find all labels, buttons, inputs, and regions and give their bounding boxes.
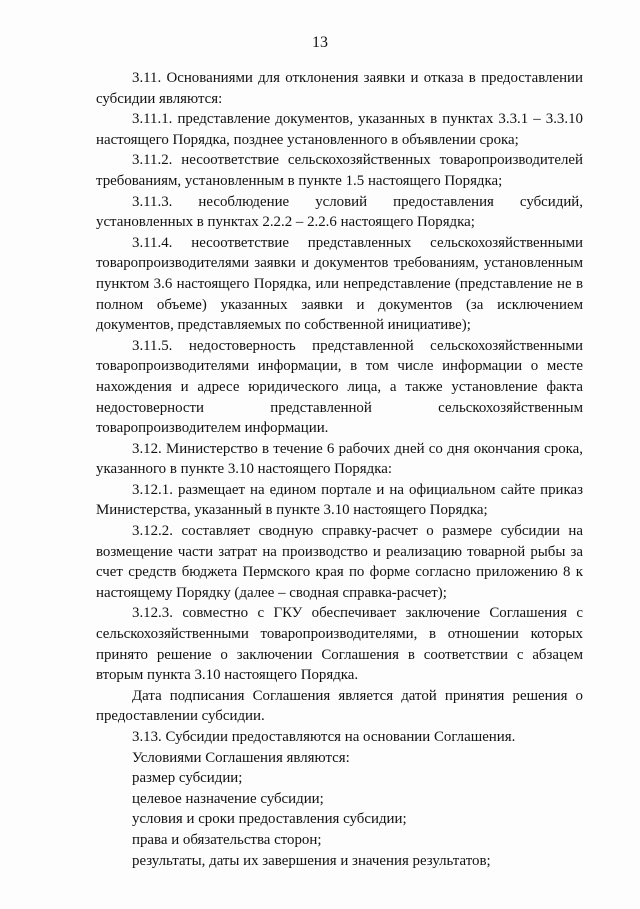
paragraph-3-11-4: 3.11.4. несоответствие представленных сельскохозяйственными товаропроизводителями заявки и документов требованиям, установленным пунктом 3.6 настоящего Порядка, или непредставление (представление не в полном объеме) указанных заявки и документов (за исключением документов, представляемых по собственной инициативе); [96, 234, 583, 334]
paragraph-3-12: 3.12. Министерство в течение 6 рабочих дней со дня окончания срока, указанного в пункте 3.10 настоящего Порядка: [96, 440, 583, 478]
paragraph-3-12-1: 3.12.1. размещает на едином портале и на официальном сайте приказ Министерства, указанный в пункте 3.10 настоящего Порядка; [96, 481, 583, 519]
paragraph-conditions-intro: Условиями Соглашения являются: [132, 749, 350, 766]
paragraph-3-11-5: 3.11.5. недостоверность представленной сельскохозяйственными товаропроизводителями информации, в том числе информации о месте нахождения и адресе юридического лица, а также установление факта недостоверности представленной сельскохозяйственным товаропроизводителем информации. [96, 337, 583, 437]
paragraph-3-11-3: 3.11.3. несоблюдение условий предоставления субсидий, установленных в пунктах 2.2.2 – 2.2.6 настоящего Порядка; [96, 193, 583, 231]
paragraph-3-12-3: 3.12.3. совместно с ГКУ обеспечивает заключение Соглашения с сельскохозяйственными товаропроизводителями, в отношении которых принято решение о заключении Соглашения в соответствии с абзацем вторым пункта 3.10 настоящего Порядка. [96, 605, 583, 684]
paragraph-signing-date: Дата подписания Соглашения является датой принятия решения о предоставлении субсидии. [96, 687, 583, 725]
page-number: 13 [312, 34, 328, 51]
document-body [96, 68, 583, 871]
condition-item: результаты, даты их завершения и значения результатов; [132, 852, 491, 869]
paragraph-3-11-2: 3.11.2. несоответствие сельскохозяйственных товаропроизводителей требованиям, установленным в пункте 1.5 настоящего Порядка; [96, 152, 583, 189]
paragraph-3-13: 3.13. Субсидии предоставляются на основании Соглашения. [132, 729, 516, 745]
paragraph-3-11: 3.11. Основаниями для отклонения заявки и отказа в предоставлении субсидии являются: [96, 70, 583, 107]
condition-item: размер субсидии; [132, 770, 243, 787]
condition-item: права и обязательства сторон; [132, 831, 322, 848]
condition-item: условия и сроки предоставления субсидии; [132, 811, 407, 828]
paragraph-3-12-2: 3.12.2. составляет сводную справку-расчет о размере субсидии на возмещение части затрат на производство и реализацию товарной рыбы за счет средств бюджета Пермского края по форме согласно приложению 8 к настоящему Порядку (далее – сводная справка-расчет); [96, 523, 583, 601]
paragraph-3-11-1: 3.11.1. представление документов, указанных в пунктах 3.3.1 – 3.3.10 настоящего Порядка, позднее установленного в объявлении срока; [96, 111, 583, 148]
condition-item: целевое назначение субсидии; [132, 790, 324, 807]
